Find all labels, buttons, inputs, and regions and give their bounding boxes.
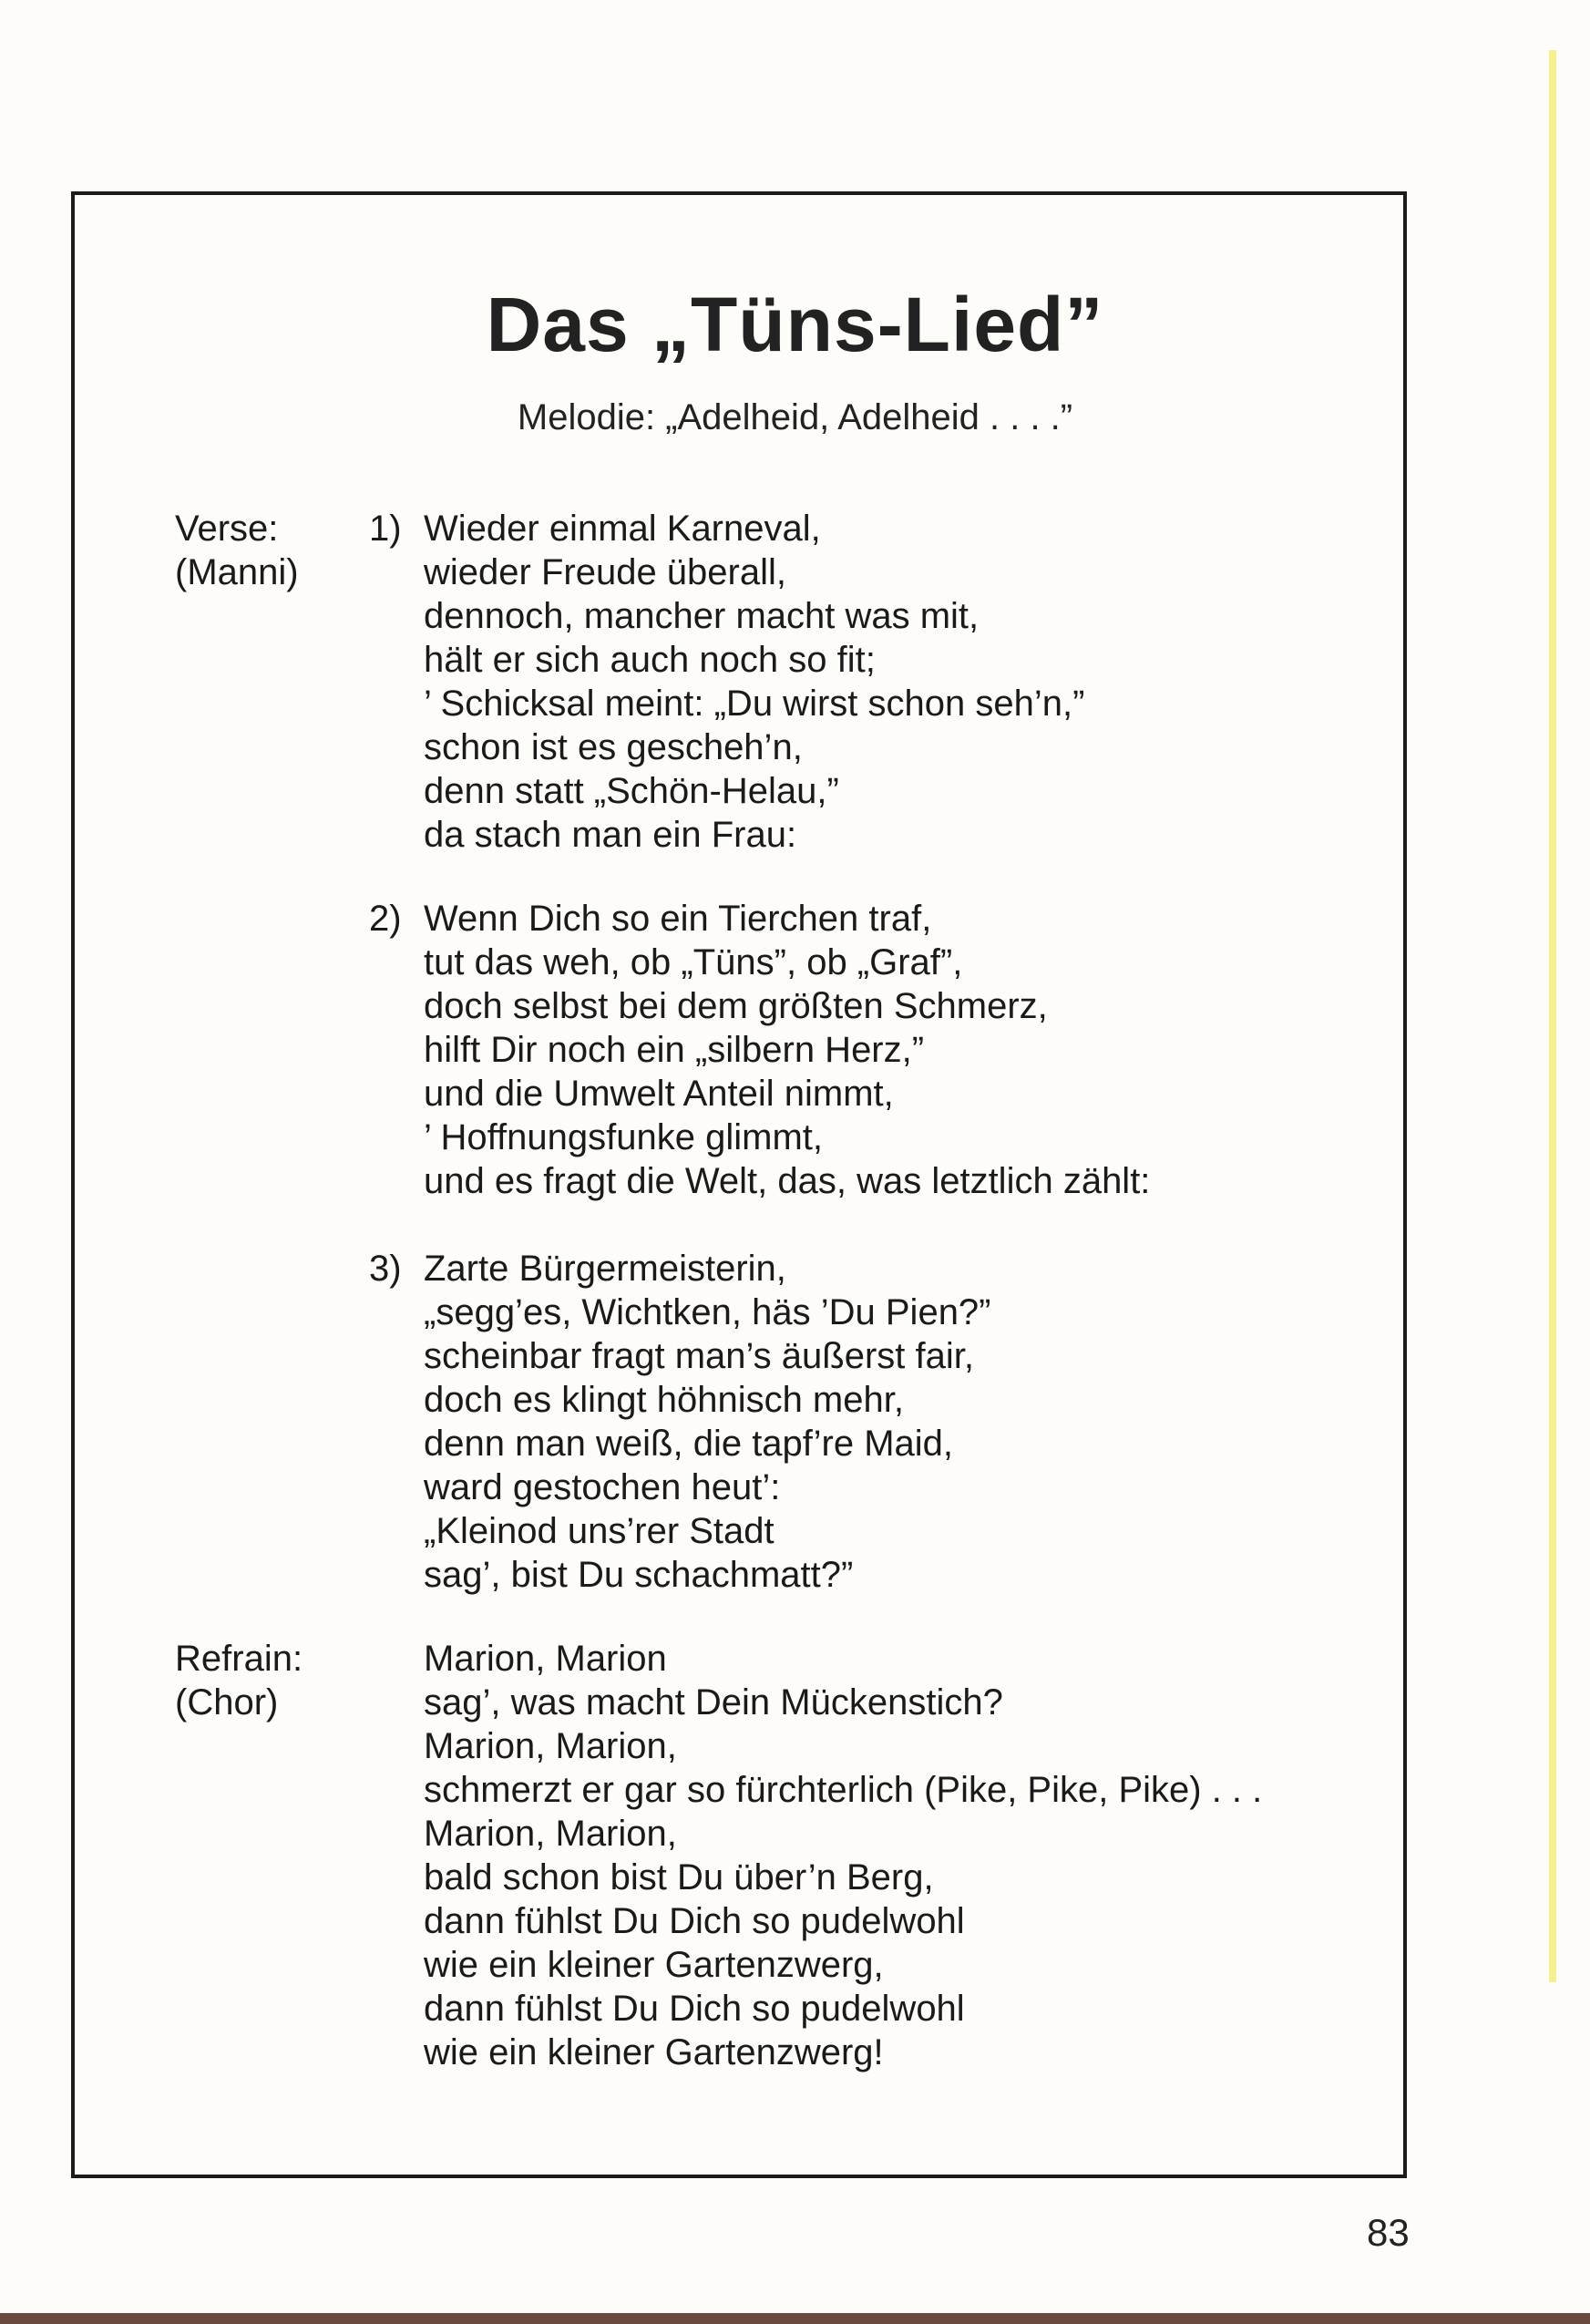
verse-3	[424, 1247, 991, 1597]
refrain-label-title: Refrain:	[175, 1639, 303, 1679]
verse-number: 3)	[369, 1249, 402, 1289]
verse-line: denn statt „Schön-Helau,”	[424, 771, 839, 811]
verse-line: und es fragt die Welt, das, was letztlich zählt:	[424, 1161, 1151, 1201]
verse-label-title: Verse:	[175, 509, 279, 549]
verse-line: ’ Schicksal meint: „Du wirst schon seh’n,”	[424, 684, 1085, 724]
refrain-label-singer: (Chor)	[175, 1682, 279, 1722]
verse-line: Zarte Bürgermeisterin,	[424, 1249, 786, 1289]
verse-number: 1)	[369, 509, 402, 549]
verse-line: ward gestochen heut’:	[424, 1467, 781, 1507]
verse-line: denn man weiß, die tapf’re Maid,	[424, 1424, 954, 1464]
verse-line: wieder Freude überall,	[424, 552, 786, 592]
verse-label	[175, 507, 299, 594]
page-number: 83	[1367, 2211, 1410, 2254]
refrain-line: schmerzt er gar so fürchterlich (Pike, Pike, Pike) . . .	[424, 1770, 1263, 1810]
refrain	[424, 1637, 1262, 2074]
verse-line: hält er sich auch noch so fit;	[424, 640, 876, 680]
verse-number: 2)	[369, 899, 402, 939]
verse-line: „Kleinod uns’rer Stadt	[424, 1511, 774, 1551]
verse-line: dennoch, mancher macht was mit,	[424, 596, 980, 636]
verse-line: Wenn Dich so ein Tierchen traf,	[424, 899, 932, 939]
scan-bottom-edge	[0, 2313, 1590, 2324]
song-title: Das „Tüns-Lied”	[486, 282, 1104, 367]
verse-line: da stach man ein Frau:	[424, 815, 797, 855]
refrain-line: sag’, was macht Dein Mückenstich?	[424, 1682, 1003, 1722]
verse-line: ’ Hoffnungsfunke glimmt,	[424, 1117, 823, 1157]
verse-line: doch es klingt höhnisch mehr,	[424, 1380, 904, 1420]
verse-label-singer: (Manni)	[175, 552, 299, 592]
verse-line: hilft Dir noch ein „silbern Herz,”	[424, 1030, 925, 1070]
refrain-line: wie ein kleiner Gartenzwerg!	[424, 2032, 884, 2072]
refrain-line: Marion, Marion,	[424, 1814, 677, 1854]
refrain-line: Marion, Marion	[424, 1639, 667, 1679]
verse-line: doch selbst bei dem größten Schmerz,	[424, 986, 1048, 1026]
refrain-label	[175, 1637, 303, 1724]
verse-line: scheinbar fragt man’s äußerst fair,	[424, 1336, 974, 1376]
refrain-line: dann fühlst Du Dich so pudelwohl	[424, 1989, 965, 2029]
refrain-line: bald schon bist Du über’n Berg,	[424, 1857, 934, 1897]
melody-line: Melodie: „Adelheid, Adelheid . . . .”	[517, 397, 1073, 437]
verse-line: und die Umwelt Anteil nimmt,	[424, 1074, 894, 1114]
verse-line: schon ist es gescheh’n,	[424, 727, 803, 767]
verse-1	[424, 507, 1084, 857]
refrain-line: dann fühlst Du Dich so pudelwohl	[424, 1901, 965, 1941]
verse-line: Wieder einmal Karneval,	[424, 509, 821, 549]
verse-2	[424, 897, 1150, 1203]
refrain-line: Marion, Marion,	[424, 1726, 677, 1766]
verse-line: „segg’es, Wichtken, häs ’Du Pien?”	[424, 1292, 991, 1332]
verse-line: tut das weh, ob „Tüns”, ob „Graf”,	[424, 942, 963, 982]
refrain-line: wie ein kleiner Gartenzwerg,	[424, 1945, 884, 1985]
verse-line: sag’, bist Du schachmatt?”	[424, 1555, 854, 1595]
